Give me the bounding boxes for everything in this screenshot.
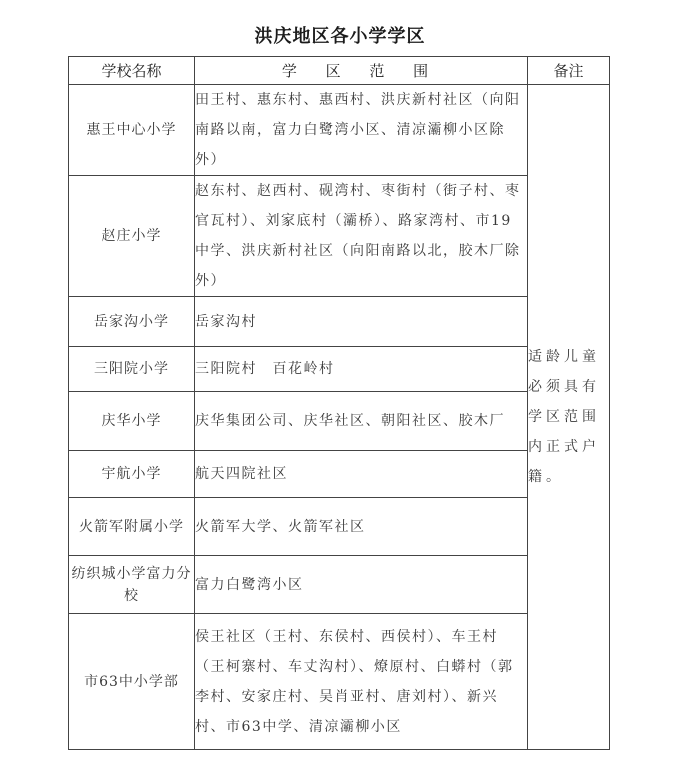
school-name: 纺织城小学富力分校: [69, 556, 195, 614]
district-range: 富力白鹭湾小区: [195, 556, 528, 614]
note-cell: 适龄儿童必须具有学区范围内正式户籍。: [528, 85, 610, 750]
header-row: [69, 57, 610, 85]
header-range: 学 区 范 围: [195, 57, 528, 85]
school-name: 火箭军附属小学: [69, 498, 195, 556]
school-name: 庆华小学: [69, 392, 195, 451]
school-name: 市63中小学部: [69, 614, 195, 750]
document-title: 洪庆地区各小学学区: [254, 26, 426, 47]
district-range: 赵东村、赵西村、砚湾村、枣街村（街子村、枣官瓦村）、刘家底村（灞桥）、路家湾村、市19中学、洪庆新村社区（向阳南路以北，胶木厂除外）: [195, 176, 528, 297]
header-school: 学校名称: [69, 57, 195, 85]
school-name: 三阳院小学: [69, 347, 195, 392]
school-name: 岳家沟小学: [69, 297, 195, 347]
district-range: 田王村、惠东村、惠西村、洪庆新村社区（向阳南路以南，富力白鹭湾小区、清凉灞柳小区除外）: [195, 85, 528, 176]
district-range: 火箭军大学、火箭军社区: [195, 498, 528, 556]
district-range: 三阳院村 百花岭村: [195, 347, 528, 392]
school-name: 惠王中心小学: [69, 85, 195, 176]
district-range: 庆华集团公司、庆华社区、朝阳社区、胶木厂: [195, 392, 528, 451]
table-row: [69, 85, 610, 176]
district-range: 侯王社区（王村、东侯村、西侯村）、车王村（王柯寨村、车丈沟村）、燎原村、白蟒村（郭李村、安家庄村、吴肖亚村、唐刘村）、新兴村、市63中学、清凉灞柳小区: [195, 614, 528, 750]
school-name: 赵庄小学: [69, 176, 195, 297]
district-range: 岳家沟村: [195, 297, 528, 347]
school-name: 宇航小学: [69, 451, 195, 498]
district-range: 航天四院社区: [195, 451, 528, 498]
header-note: 备注: [528, 57, 610, 85]
school-district-table: [68, 56, 610, 750]
